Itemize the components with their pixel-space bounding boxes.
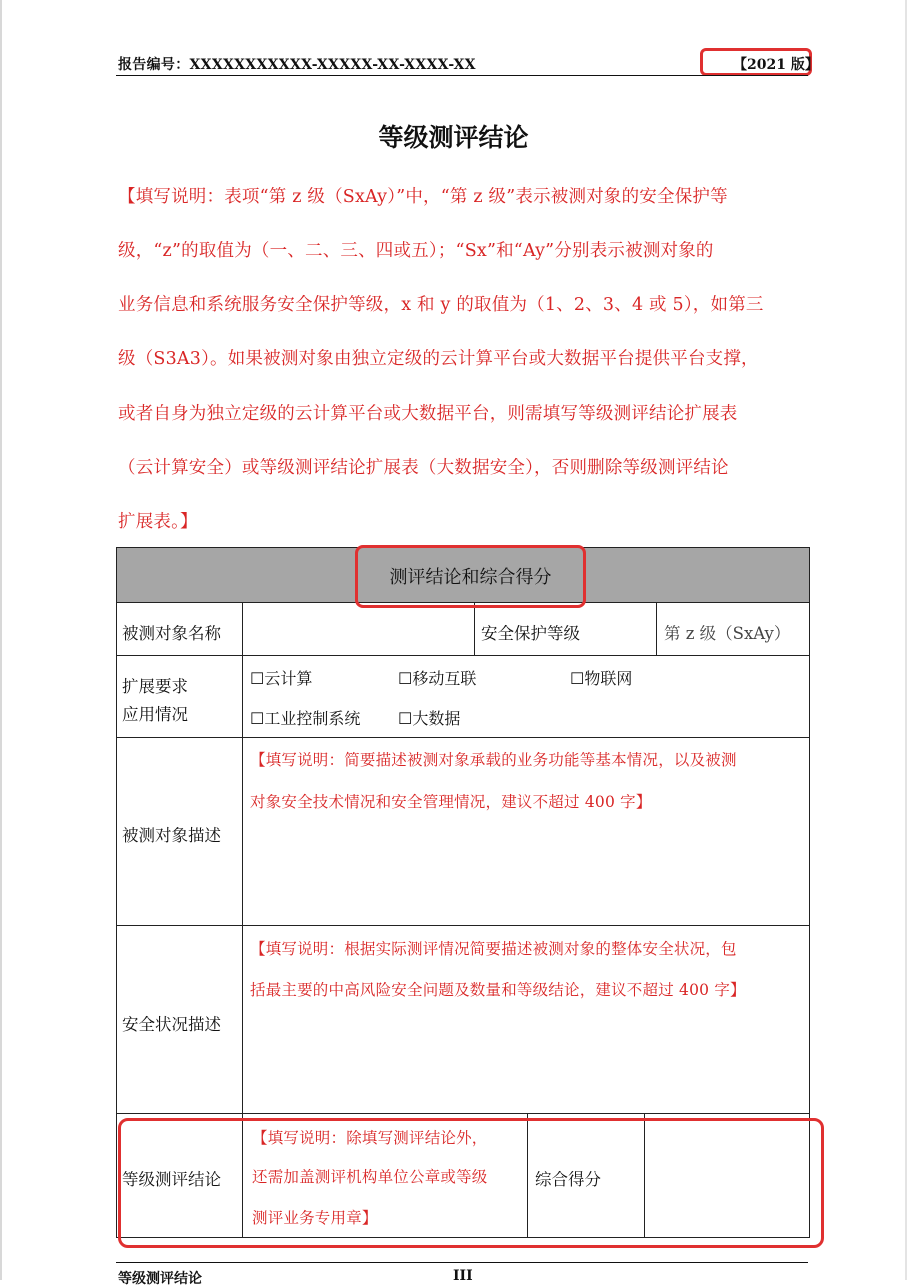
conclusion-instruction-line: 【填写说明：除填写测评结论外， (252, 1129, 488, 1147)
version-label: 【2021 版】 (733, 57, 819, 73)
conclusion-highlight-box (118, 1118, 824, 1248)
protection-level-value: 第 z 级（SxAy） (664, 624, 791, 643)
report-number: 报告编号：XXXXXXXXXXX-XXXXX-XX-XXXX-XX (118, 57, 476, 73)
instruction-line: （云计算安全）或等级测评结论扩展表（大数据安全），否则删除等级测评结论 (118, 458, 729, 478)
security-status-label: 安全状况描述 (122, 1015, 221, 1034)
overall-score-label: 综合得分 (535, 1170, 601, 1189)
checkbox-industrial-control[interactable]: ☐工业控制系统 (250, 709, 361, 728)
security-instruction-line: 括最主要的中高风险安全问题及数量和等级结论，建议不超过 400 字】 (250, 981, 746, 999)
conclusion-instruction-line: 测评业务专用章】 (252, 1209, 378, 1227)
extension-label-line1: 扩展要求 (122, 677, 188, 696)
description-instruction-line: 对象安全技术情况和安全管理情况，建议不超过 400 字】 (250, 793, 652, 811)
instruction-line: 【填写说明：表项“第 z 级（SxAy）”中，“第 z 级”表示被测对象的安全保护等 (118, 187, 728, 207)
checkbox-big-data[interactable]: ☐大数据 (398, 709, 461, 728)
description-instruction-line: 【填写说明：简要描述被测对象承载的业务功能等基本情况，以及被测 (250, 751, 737, 769)
footer-divider (116, 1262, 808, 1263)
page-left-edge (0, 0, 2, 1280)
instruction-line: 扩展表。】 (118, 512, 198, 532)
table-heading: 测评结论和综合得分 (389, 567, 552, 588)
header-divider (116, 75, 808, 76)
target-description-label: 被测对象描述 (122, 826, 221, 845)
checkbox-cloud[interactable]: ☐云计算 (250, 669, 313, 688)
page-title: 等级测评结论 (378, 123, 529, 152)
protection-level-label: 安全保护等级 (481, 624, 580, 643)
target-name-label: 被测对象名称 (122, 624, 221, 643)
instruction-line: 或者自身为独立定级的云计算平台或大数据平台，则需填写等级测评结论扩展表 (118, 404, 738, 424)
conclusion-instruction-line: 还需加盖测评机构单位公章或等级 (252, 1168, 488, 1186)
conclusion-label: 等级测评结论 (122, 1170, 221, 1189)
instruction-line: 级（S3A3）。如果被测对象由独立定级的云计算平台或大数据平台提供平台支撑， (118, 349, 759, 369)
checkbox-mobile[interactable]: ☐移动互联 (398, 669, 477, 688)
footer-section-title: 等级测评结论 (118, 1271, 202, 1287)
checkbox-iot[interactable]: ☐物联网 (570, 669, 633, 688)
security-instruction-line: 【填写说明：根据实际测评情况简要描述被测对象的整体安全状况，包 (250, 940, 737, 958)
page-number: III (453, 1268, 473, 1284)
instruction-line: 业务信息和系统服务安全保护等级，x 和 y 的取值为（1、2、3、4 或 5），如第三 (118, 295, 764, 315)
instruction-line: 级，“z”的取值为（一、二、三、四或五）；“Sx”和“Ay”分别表示被测对象的 (118, 241, 714, 261)
extension-label-line2: 应用情况 (122, 705, 188, 724)
